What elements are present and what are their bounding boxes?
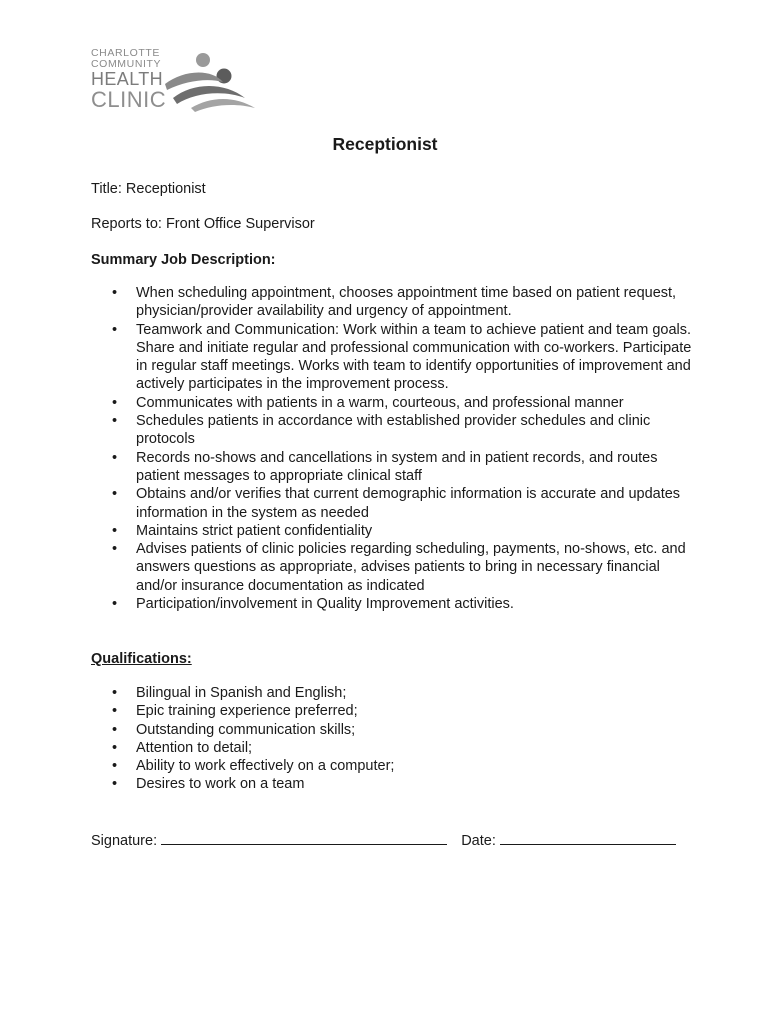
duties-list: [0, 284, 696, 613]
list-item: [0, 522, 696, 540]
qualification-text: Desires to work on a team: [136, 776, 305, 793]
bullet-icon: •: [112, 449, 118, 466]
logo-wordmark: [91, 48, 166, 111]
list-item: [0, 321, 696, 394]
list-item: [0, 775, 696, 793]
qualification-text: Epic training experience preferred;: [136, 703, 358, 720]
list-item: [0, 485, 696, 522]
bullet-icon: •: [112, 522, 118, 539]
document-heading: Receptionist: [332, 134, 438, 154]
signature-label: Signature:: [91, 833, 158, 849]
duty-text: Maintains strict patient confidentiality: [136, 522, 373, 539]
logo-line-clinic: CLINIC: [91, 87, 167, 112]
signature-row: [91, 831, 676, 849]
bullet-icon: •: [112, 394, 118, 411]
bullet-icon: •: [112, 413, 118, 430]
duty-text: When scheduling appointment, chooses appointment time based on patient request, physician/provider availability and urgency of appointment.: [136, 285, 677, 320]
qualifications-list: [0, 684, 696, 794]
qualification-text: Ability to work effectively on a computer;: [136, 758, 395, 775]
qualification-text: Attention to detail;: [136, 739, 253, 756]
logo-line-charlotte: CHARLOTTE: [91, 47, 160, 59]
list-item: [0, 449, 696, 486]
list-item: [0, 721, 696, 739]
duty-text: Teamwork and Communication: Work within a team to achieve patient and team goals. Share and initiate regular and professional communication with co-workers. Participate in regular staff meetings. Works with team to identify opportunities of improvement and actively participates in the improvement process.: [136, 321, 692, 393]
duty-text: Records no-shows and cancellations in system and in patient records, and routes patient messages to appropriate clinical staff: [136, 449, 658, 484]
list-item: [0, 739, 696, 757]
qualification-text: Outstanding communication skills;: [136, 721, 356, 738]
bullet-icon: •: [112, 721, 118, 738]
bullet-icon: •: [112, 596, 118, 613]
summary-heading: Summary Job Description:: [91, 252, 276, 268]
qualification-text: Bilingual in Spanish and English;: [136, 685, 347, 701]
bullet-icon: •: [112, 541, 118, 558]
bullet-icon: •: [112, 321, 118, 338]
logo-line-health: HEALTH: [91, 69, 164, 89]
qualifications-heading: Qualifications:: [91, 651, 192, 667]
job-title-line: Title: Receptionist: [91, 181, 206, 197]
duty-text: Participation/involvement in Quality Improvement activities.: [136, 596, 514, 613]
list-item: [0, 540, 696, 595]
duty-text: Schedules patients in accordance with established provider schedules and clinic protocols: [136, 413, 651, 448]
list-item: [0, 412, 696, 449]
bullet-icon: •: [112, 758, 118, 775]
list-item: [0, 284, 696, 321]
duty-text: Advises patients of clinic policies regarding scheduling, payments, no-shows, etc. and answers questions as appropriate, advises patients to bring in necessary financial and/or insurance documentation as indicated: [136, 541, 686, 594]
signature-line[interactable]: [161, 831, 447, 845]
duty-text: Communicates with patients in a warm, courteous, and professional manner: [136, 394, 624, 411]
bullet-icon: •: [112, 285, 118, 301]
list-item: [0, 394, 696, 412]
date-label: Date:: [461, 833, 496, 849]
logo-figure-icon: [163, 48, 259, 114]
duty-text: Obtains and/or verifies that current demographic information is accurate and updates information in the system as needed: [136, 486, 681, 521]
bullet-icon: •: [112, 739, 118, 756]
bullet-icon: •: [112, 703, 118, 720]
logo-line-community: COMMUNITY: [91, 58, 162, 70]
date-line[interactable]: [500, 831, 676, 845]
bullet-icon: •: [112, 486, 118, 503]
bullet-icon: •: [112, 685, 118, 701]
clinic-logo: [91, 48, 261, 114]
list-item: [0, 684, 696, 702]
list-item: [0, 757, 696, 775]
reports-to-line: Reports to: Front Office Supervisor: [91, 216, 315, 232]
bullet-icon: •: [112, 776, 118, 793]
list-item: [0, 702, 696, 720]
list-item: [0, 595, 696, 613]
